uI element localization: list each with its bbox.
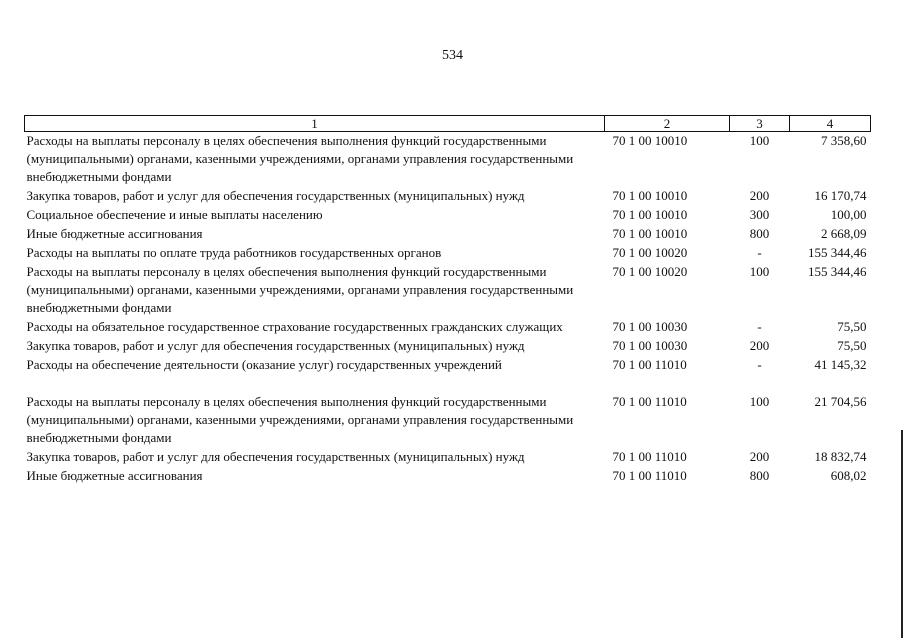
row-code: 70 1 00 10030 [612, 319, 688, 334]
row-name: Закупка товаров, работ и услуг для обеспечения государственных (муниципальных) нужд [26, 338, 525, 353]
row-amount: 18 832,74 [814, 449, 867, 464]
row-code: 70 1 00 10010 [612, 188, 688, 203]
row-expense-type: 200 [749, 449, 770, 464]
row-code: 70 1 00 11010 [612, 449, 687, 464]
row-code: 70 1 00 10030 [612, 338, 688, 353]
row-amount: 75,50 [837, 319, 867, 334]
row-name: Расходы на выплаты по оплате труда работников государственных органов [26, 245, 442, 260]
table-row [25, 132, 871, 188]
table-body [25, 132, 871, 487]
table-row [25, 225, 871, 244]
row-code: 70 1 00 10020 [612, 245, 688, 260]
header-col-3: 3 [730, 116, 790, 132]
page-number: 534 [442, 48, 463, 63]
row-name: Иные бюджетные ассигнования [26, 226, 203, 241]
header-col-1: 1 [25, 116, 605, 132]
table-row [25, 393, 871, 448]
scan-edge-line [901, 430, 903, 638]
row-expense-type: 800 [749, 226, 770, 241]
row-name: Закупка товаров, работ и услуг для обеспечения государственных (муниципальных) нужд [26, 449, 525, 464]
row-name: Иные бюджетные ассигнования [26, 468, 203, 483]
row-name: Расходы на обеспечение деятельности (оказание услуг) государственных учреждений [26, 357, 502, 372]
row-amount: 7 358,60 [821, 133, 867, 148]
header-col-2: 2 [605, 116, 730, 132]
row-expense-type: 300 [749, 207, 770, 222]
spacer-cell [25, 375, 871, 393]
row-expense-type: - [757, 245, 762, 260]
row-expense-type: 800 [749, 468, 770, 483]
row-name: Социальное обеспечение и иные выплаты населению [26, 207, 323, 222]
row-amount: 41 145,32 [814, 357, 867, 372]
row-code: 70 1 00 11010 [612, 394, 687, 409]
table-row [25, 318, 871, 337]
table-row [25, 263, 871, 318]
row-code: 70 1 00 10010 [612, 133, 688, 148]
row-expense-type: 100 [749, 264, 770, 279]
row-expense-type: 100 [749, 133, 770, 148]
row-expense-type: 200 [749, 338, 770, 353]
table-row [25, 467, 871, 486]
header-row [25, 116, 871, 132]
row-amount: 155 344,46 [808, 245, 867, 260]
row-name: Расходы на обязательное государственное страхование государственных гражданских служащих [26, 319, 563, 334]
row-code: 70 1 00 10020 [612, 264, 688, 279]
row-amount: 16 170,74 [814, 188, 867, 203]
spacer-row [25, 375, 871, 393]
row-amount: 155 344,46 [808, 264, 867, 279]
row-code: 70 1 00 11010 [612, 468, 687, 483]
row-name: Расходы на выплаты персоналу в целях обеспечения выполнения функций государственными (муниципальными) органами, казенными учреждениями, органами управления государственными внебюджетными фондами [26, 133, 574, 184]
table-row [25, 244, 871, 263]
row-name: Закупка товаров, работ и услуг для обеспечения государственных (муниципальных) нужд [26, 188, 525, 203]
row-expense-type: 200 [749, 188, 770, 203]
row-expense-type: 100 [749, 394, 770, 409]
row-code: 70 1 00 11010 [612, 357, 687, 372]
row-amount: 75,50 [837, 338, 867, 353]
row-amount: 21 704,56 [814, 394, 867, 409]
header-col-4: 4 [790, 116, 871, 132]
row-amount: 608,02 [830, 468, 867, 483]
table-header [25, 116, 871, 132]
table-row [25, 356, 871, 375]
table-row [25, 337, 871, 356]
row-amount: 100,00 [830, 207, 867, 222]
budget-table [24, 115, 871, 486]
table-row [25, 448, 871, 467]
table-row [25, 187, 871, 206]
row-code: 70 1 00 10010 [612, 207, 688, 222]
table-row [25, 206, 871, 225]
row-code: 70 1 00 10010 [612, 226, 688, 241]
row-amount: 2 668,09 [821, 226, 867, 241]
row-name: Расходы на выплаты персоналу в целях обеспечения выполнения функций государственными (муниципальными) органами, казенными учреждениями, органами управления государственными внебюджетными фондами [26, 264, 574, 315]
row-expense-type: - [757, 357, 762, 372]
row-name: Расходы на выплаты персоналу в целях обеспечения выполнения функций государственными (муниципальными) органами, казенными учреждениями, органами управления государственными внебюджетными фондами [26, 394, 574, 445]
row-expense-type: - [757, 319, 762, 334]
